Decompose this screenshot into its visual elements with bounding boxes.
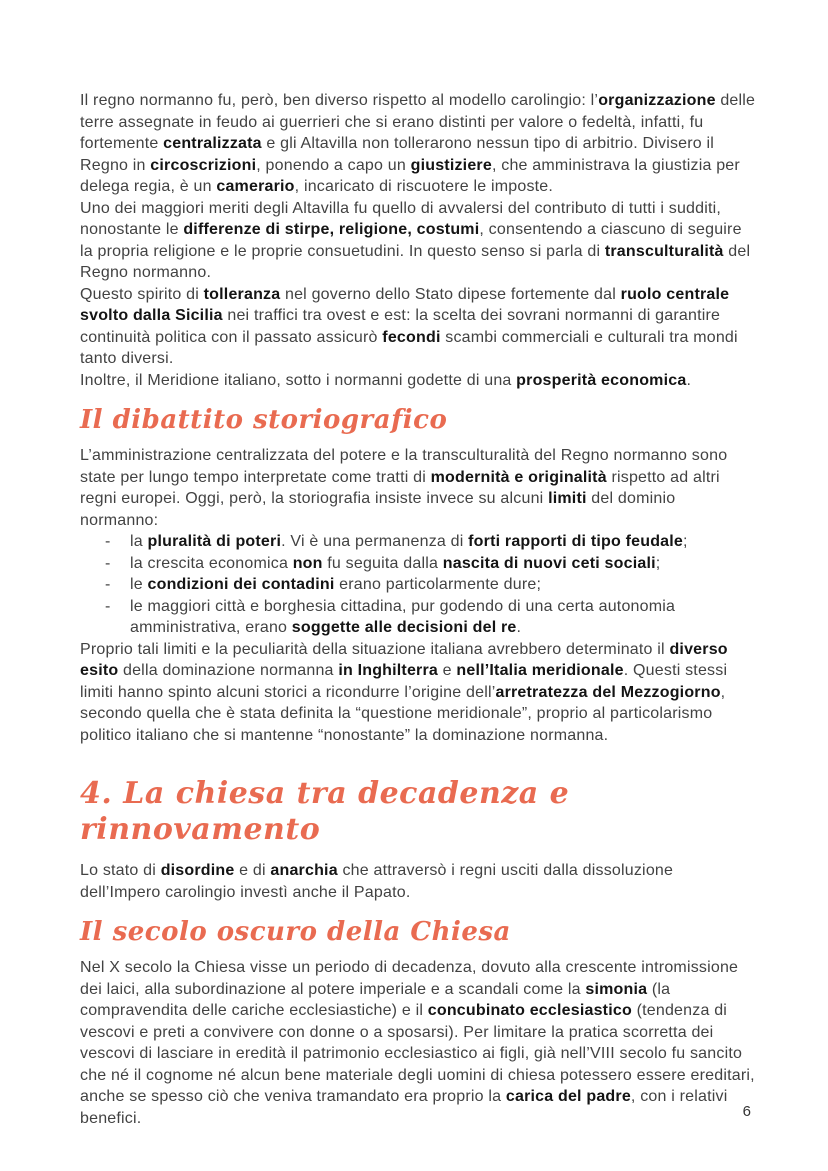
paragraph-disordine-anarchia: Lo stato di disordine e di anarchia che attraversò i regni usciti dalla dissoluzione dell’Impero carolingio investì anche il Papato. xyxy=(80,862,674,901)
list-item-condizioni-contadini: - le condizioni dei contadini erano particolarmente dure; xyxy=(80,574,756,596)
list-item-citta-borghesia: - le maggiori città e borghesia cittadina, pur godendo di una certa autonomia amministrativa, erano soggette alle decisioni del re. xyxy=(80,596,756,639)
heading-secolo-oscuro-chiesa: Il secolo oscuro della Chiesa xyxy=(80,917,511,947)
paragraph-decadenza-chiesa: Nel X secolo la Chiesa visse un periodo di decadenza, dovuto alla crescente intromissione dei laici, alla subordinazione al potere imperiale e a scandali come la simonia (la compravendita delle cariche ecclesiastiche) e il concubinato ecclesiastico (tendenza di vescovi e preti a convivere con donne o a sposarsi). Per limitare la pratica scorretta dei vescovi di lasciare in eredità il patrimonio ecclesiastico ai figli, già nell’VIII secolo fu sancito che né il cognome né alcun bene materiale degli uomini di chiesa potessero essere ereditari, anche se spesso ciò che veniva tramandato era proprio la carica del padre, con i relativi benefici. xyxy=(80,959,755,1127)
paragraph-tolleranza-sicilia: Questo spirito di tolleranza nel governo dello Stato dipese fortemente dal ruolo centrale svolto dalla Sicilia nei traffici tra ovest e est: la scelta dei sovrani normanni di garantire continuità politica con il passato assicurò fecondi scambi commerciali e culturali tra mondi tanto diversi. xyxy=(80,285,738,367)
document-content xyxy=(80,90,756,1129)
paragraph-meriti-altavilla: Uno dei maggiori meriti degli Altavilla fu quello di avvalersi del contributo di tutti i sudditi, nonostante le differenze di stirpe, religione, costumi, consentendo a ciascuno di seguire la propria religione e le proprie consuetudini. In questo senso si parla di transculturalità del Regno normanno. xyxy=(80,199,751,281)
paragraph-prosperita-economica: Inoltre, il Meridione italiano, sotto i normanni godette di una prosperità economica. xyxy=(80,371,692,389)
page-number: 6 xyxy=(742,1103,751,1120)
heading-chiesa-decadenza-rinnovamento: 4. La chiesa tra decadenza e rinnovamento xyxy=(80,776,570,847)
paragraph-regno-normanno: Il regno normanno fu, però, ben diverso rispetto al modello carolingio: l’organizzazione delle terre assegnate in feudo ai guerrieri che si erano distinti per valore o fedeltà, infatti, fu fortemente centralizzata e gli Altavilla non tollerarono nessun tipo di arbitrio. Divisero il Regno in circoscrizioni, ponendo a capo un giustiziere, che amministrava la giustizia per delega regia, è un camerario, incaricato di riscuotere le imposte. xyxy=(80,92,756,195)
paragraph-amministrazione-centralizzata: L’amministrazione centralizzata del potere e la transculturalità del Regno normanno sono state per lungo tempo interpretate come tratti di modernità e originalità rispetto ad altri regni europei. Oggi, però, la storiografia insiste invece su alcuni limiti del dominio normanno: xyxy=(80,447,728,529)
list-item-crescita-economica: - la crescita economica non fu seguita dalla nascita di nuovi ceti sociali; xyxy=(80,553,756,575)
paragraph-diverso-esito: Proprio tali limiti e la peculiarità della situazione italiana avrebbero determinato il diverso esito della dominazione normanna in Inghilterra e nell’Italia meridionale. Questi stessi limiti hanno spinto alcuni storici a ricondurre l’origine dell’arretratezza del Mezzogiorno, secondo quella che è stata definita la “questione meridionale”, proprio al particolarismo politico italiano che si mantenne “nonostante” la dominazione normanna. xyxy=(80,640,728,744)
limiti-dominio-list xyxy=(80,531,756,639)
heading-dibattito-storiografico: Il dibattito storiografico xyxy=(80,405,448,435)
list-item-pluralita-poteri: - la pluralità di poteri. Vi è una permanenza di forti rapporti di tipo feudale; xyxy=(80,531,756,553)
